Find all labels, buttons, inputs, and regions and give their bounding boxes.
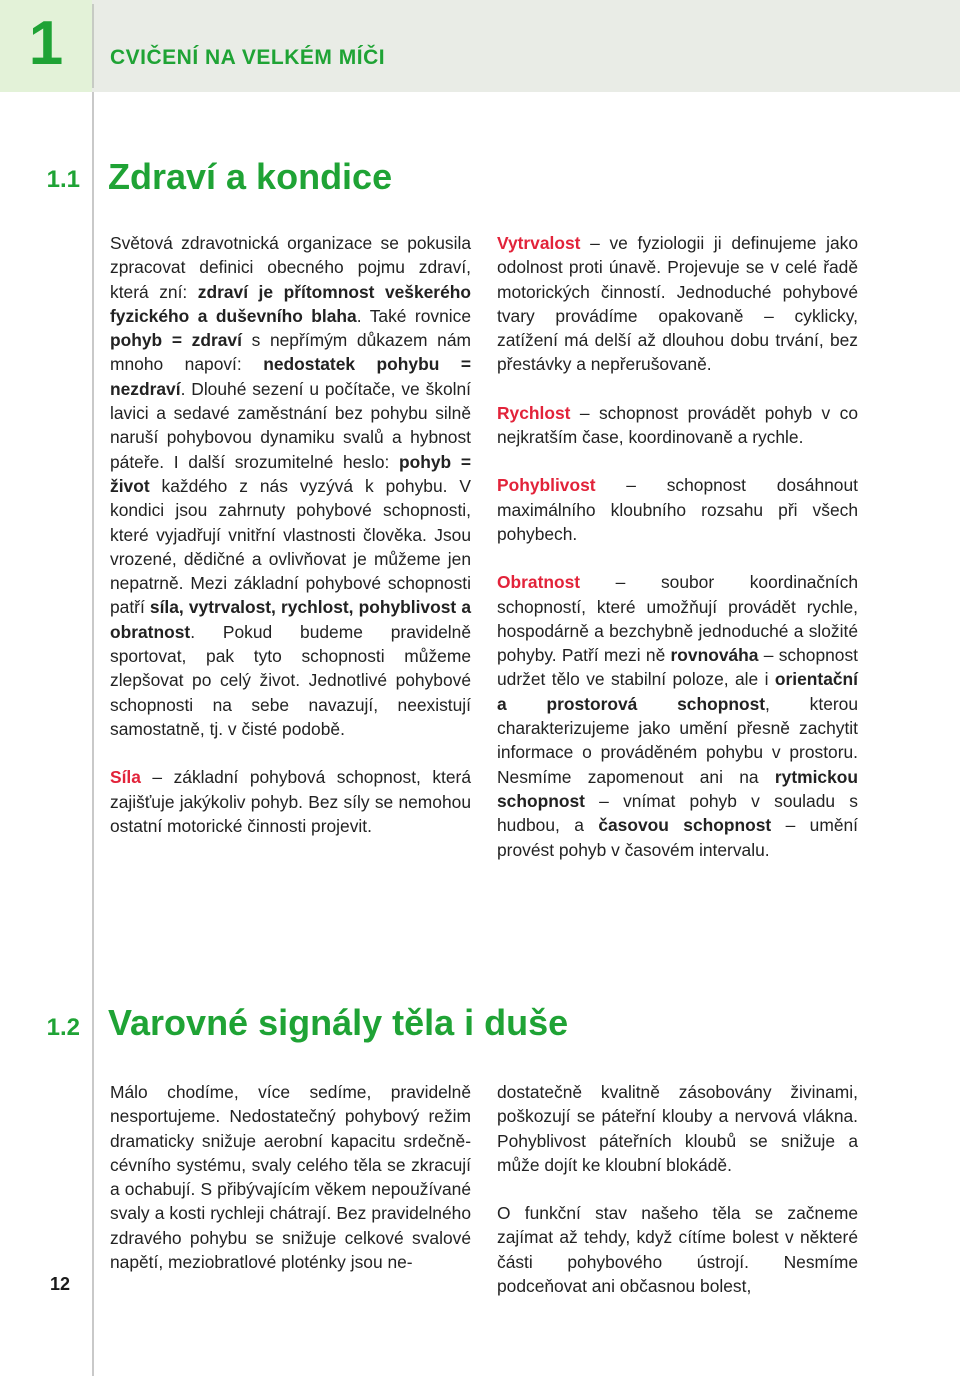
section1-paragraph-obratnost [497,570,858,862]
section1-paragraph-health [110,231,471,741]
section-title-1-1: Zdraví a kondice [108,156,393,197]
bold-term: pohyb = zdraví [110,330,242,351]
header-divider [92,4,94,88]
term-sila: Síla [110,767,141,788]
section1-paragraph-sila [110,765,471,838]
bold-term: nedostatek pohybu = nezdraví [110,354,471,399]
text-span: , kterou charakterizujeme jako umění přesně zachytit informace o prováděném pohybu v prostoru. Nesmíme zapomenout ani na [497,693,858,787]
margin-rule [92,92,94,1376]
bold-term: síla, vytrvalost, rychlost, pohyblivost a obratnost [110,597,471,642]
text-span: – schopnost provádět pohyb v co nejkratším čase, koordinovaně a rychle. [497,402,858,448]
page-number: 12 [49,1274,71,1294]
section2-paragraph-1: Málo chodíme, více sedíme, pravidelně nesportujeme. Nedostatečný pohybový režim dramaticky snižuje aerobní kapacitu srdečně-cévního systému, svaly celého těla se zkracují a ochabují. S přibývajícím věkem nepoužívané svaly a kosti rychleji chátrají. Bez pravidelného zdravého pohybu se snižuje celkové svalové napětí, meziobratlové ploténky jsou ne- [110,1082,471,1273]
section1-paragraph-pohyblivost [497,473,858,546]
chapter-number-box [0,0,92,92]
section-number-1-1: 1.1 [46,166,80,193]
text-span: – schopnost udržet tělo ve stabilní poloze, ale i [497,645,858,690]
section1-paragraph-vytrvalost [497,231,858,377]
section-number-1-2: 1.2 [46,1014,80,1041]
text-span: Světová zdravotnická organizace se pokusila zpracovat definici obecného pojmu zdraví, která zní: [110,233,471,302]
text-span: – vnímat pohyb v souladu s hudbou, a [497,790,858,836]
bold-term: rytmickou schopnost [497,766,858,811]
section2-paragraph-3: O funkční stav našeho těla se začneme zajímat až tehdy, když cítíme bolest v některé části pohybového ústrojí. Nesmíme podceňovat ani občasnou bolest, [497,1203,858,1297]
section1-right-column [497,231,858,862]
term-obratnost: Obratnost [497,572,581,593]
section1-paragraph-rychlost [497,401,858,450]
text-span: s nepřímým důkazem nám mnoho napoví: [110,330,471,375]
text-span: . Pokud budeme pravidelně sportovat, pak tyto schopnosti můžeme zlepšovat po celý život. Jednotlivé pohybové schopnosti na sebe navazují, neexistují samostatně, tj. v čisté podobě. [110,621,471,739]
term-vytrvalost: Vytrvalost [497,233,581,253]
text-span: každého z nás vyzývá k pohybu. V kondici jsou zahrnuty pohybové schopnosti, které vyjadřují vnitřní vlastnosti člověka. Jsou vrozené, dědičné a ovlivňovat je můžeme jen nepatrně. Mezi základní pohybové schopnosti patří [110,475,471,618]
section2-left-column [110,1080,471,1274]
bold-term: zdraví je přítomnost veškerého fyzického a duševního blaha [110,281,471,326]
text-span: – soubor koordinačních schopností, které umožňují provádět rychle, hospodárně a bezchybně jednoduché a složité pohyby. Patří mezi ně [497,572,858,666]
text-span: – umění provést pohyb v časovém intervalu. [497,815,858,860]
chapter-title: CVIČENÍ NA VELKÉM MÍČI [110,46,386,69]
bold-term: orientační a prostorová schopnost [497,669,858,714]
bold-term: časovou schopnost [598,815,772,836]
text-span: – ve fyziologii ji definujeme jako odolnost proti únavě. Projevuje se v celé řadě motorických činností. Jednoduché pohybové tvary provádíme opakovaně – cyklicky, zatížení má delší až dlouhou dobu trvání, bez přestávky a nepřerušovaně. [497,233,858,375]
chapter-number: 1 [28,9,64,78]
text-span: – schopnost dosáhnout maximálního kloubního rozsahu při všech pohybech. [497,475,858,544]
text-span: . Také rovnice [356,305,471,326]
section-title-1-2: Varovné signály těla i duše [108,1002,569,1043]
section2-right-column [497,1080,858,1298]
text-span: – základní pohybová schopnost, která zajišťuje jakýkoliv pohyb. Bez síly se nemohou ostatní motorické činnosti projevit. [110,767,471,836]
section1-left-column [110,231,471,838]
term-pohyblivost: Pohyblivost [497,475,596,496]
term-rychlost: Rychlost [497,402,571,423]
bold-term: pohyb = život [110,451,471,496]
section2-paragraph-2: dostatečně kvalitně zásobovány živinami, poškozují se páteřní klouby a nervová vlákna. Pohyblivost páteřních kloubů se snižuje a může dojít ke kloubní blokádě. [497,1082,858,1175]
text-span: . Dlouhé sezení u počítače, ve školní lavici a sedavé zaměstnání bez pohybu silně naruší pohybovou dynamiku svalů a hybnost páteře. I další srozumitelné heslo: [110,378,471,472]
bold-term: rovnováha [670,645,759,666]
